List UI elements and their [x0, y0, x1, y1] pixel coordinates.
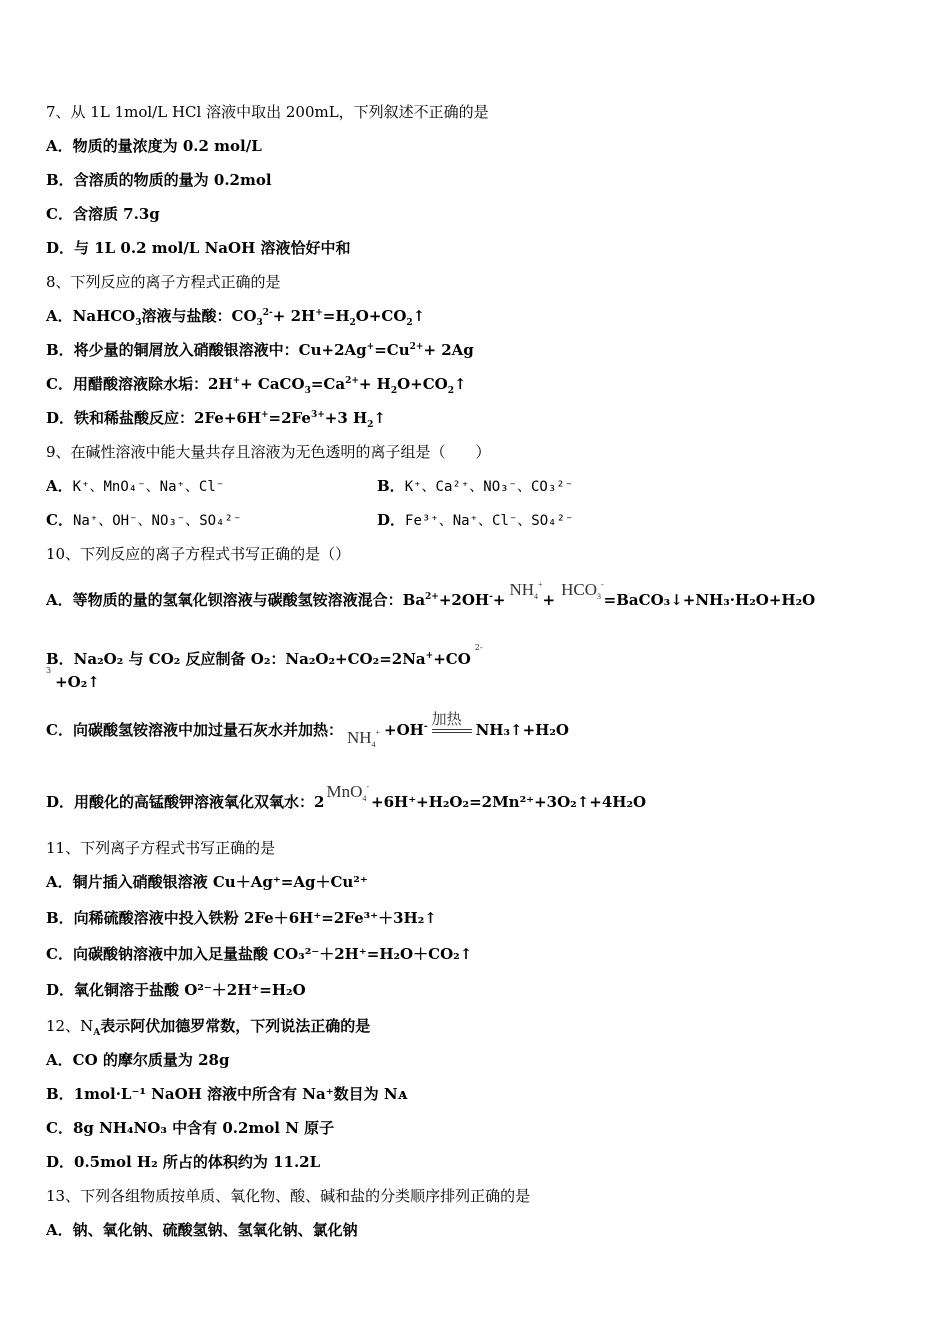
- q12-stem: [46, 1016, 370, 1036]
- q8-c-part1: C．用醋酸溶液除水垢：2H: [46, 375, 233, 393]
- q9-a-label: A．: [46, 477, 73, 495]
- q10-c-nh4: $NH_4^+$: [346, 728, 381, 749]
- q10-a-nh4-text: NH: [509, 580, 534, 599]
- q10-c-heat-label: 加热: [431, 710, 462, 728]
- q13-a-text: A．钠、氧化钠、硫酸氢钠、氢氧化钠、氯化钠: [46, 1221, 358, 1239]
- q7-option-d: [46, 238, 350, 258]
- q9-option-d: [377, 510, 573, 531]
- q11-option-b: [46, 908, 437, 928]
- q8-c-part2: + CaCO: [240, 375, 305, 393]
- q8-c-part5: O+CO: [397, 375, 448, 393]
- q7-option-b: [46, 170, 272, 190]
- q7-a-text: A．物质的量浓度为 0.2 mol/L: [46, 137, 262, 155]
- q12-a-text: A．CO 的摩尔质量为 28g: [46, 1051, 230, 1069]
- q9-stem: [46, 442, 491, 462]
- q13-stem-text: 13、下列各组物质按单质、氧化物、酸、碱和盐的分类顺序排列正确的是: [46, 1187, 531, 1205]
- q12-b-text: B．1mol·L⁻¹ NaOH 溶液中所含有 Na⁺数目为 Nᴀ: [46, 1085, 408, 1103]
- q10-option-d: [46, 782, 647, 815]
- q7-option-c: [46, 204, 160, 224]
- q8-a-part4: =H: [322, 307, 350, 325]
- q12-stem-sub: A: [93, 1028, 101, 1038]
- q8-option-d: D．铁和稀盐酸反应：$2Fe+6H^+=2Fe^{3+}+3$ $H_2↑$: [46, 409, 386, 430]
- q10-b-part2: +CO: [433, 650, 471, 668]
- q7-stem-text: 7、从 1L 1mol/L HCl 溶液中取出 200mL，下列叙述不正确的是: [46, 103, 489, 121]
- q10-stem: [46, 544, 350, 564]
- q8-c-part3: =Ca: [310, 375, 346, 393]
- q10-a-part1: A．等物质的量的氢氧化钡溶液与碳酸氢铵溶液混合：Ba: [46, 591, 426, 609]
- q9-c-text: Na⁺、OH⁻、NO₃⁻、SO₄²⁻: [72, 513, 242, 529]
- q11-option-a: [46, 872, 368, 892]
- q12-stem-part1: 12、N: [46, 1017, 94, 1035]
- q11-stem-text: 11、下列离子方程式书写正确的是: [46, 839, 276, 857]
- q9-a-text: K⁺、MnO₄⁻、Na⁺、Cl⁻: [72, 479, 225, 495]
- q10-c-part2: +OH: [384, 721, 424, 739]
- q7-stem: [46, 102, 489, 122]
- q8-a-part3: + 2H: [272, 307, 316, 325]
- q8-a-part1: A．NaHCO: [46, 307, 136, 325]
- q11-a-text: A．铜片插入硝酸银溶液 Cu＋Ag⁺=Ag＋Cu²⁺: [46, 873, 368, 891]
- q8-d-part3: +3 H: [324, 409, 368, 427]
- q13-stem: [46, 1186, 530, 1206]
- q8-option-a: A．NaHCO$_3$溶液与盐酸：$CO_3^{2-}+$ $2H^+=H_2O+CO_2↑$: [46, 307, 426, 328]
- q10-c-part3: NH₃↑+H₂O: [475, 721, 569, 739]
- q8-b-part1: B．将少量的铜屑放入硝酸银溶液中：Cu+2Ag: [46, 341, 367, 359]
- q11-c-text: C．向碳酸钠溶液中加入足量盐酸 CO₃²⁻＋2H⁺=H₂O＋CO₂↑: [46, 945, 473, 963]
- q11-b-text: B．向稀硫酸溶液中投入铁粉 2Fe＋6H⁺=2Fe³⁺＋3H₂↑: [46, 909, 437, 927]
- q10-option-b: B．Na₂O₂ 与 CO₂ 反应制备 O₂：$Na_2O_2+CO_2=2Na^++CO^{2- 3}+O_2↑$: [46, 643, 483, 691]
- q11-stem: [46, 838, 275, 858]
- q10-b-part1: B．Na₂O₂ 与 CO₂ 反应制备 O₂：Na₂O₂+CO₂=2Na: [46, 650, 426, 668]
- q10-a-hco3-text: HCO: [561, 580, 597, 599]
- q9-d-text: Fe³⁺、Na⁺、Cl⁻、SO₄²⁻: [405, 513, 574, 529]
- q10-c-part1: C．向碳酸氢铵溶液中加过量石灰水并加热：: [46, 721, 343, 739]
- q8-stem-text: 8、下列反应的离子方程式正确的是: [46, 273, 281, 291]
- q13-option-a: [46, 1220, 358, 1240]
- q8-b-part3: + 2Ag: [423, 341, 474, 359]
- q8-c-part4: + H: [358, 375, 391, 393]
- q9-option-b: [377, 476, 573, 497]
- q10-b-part3: +O₂↑: [55, 673, 100, 691]
- q10-d-mno4-text: MnO: [326, 782, 363, 801]
- q8-option-b: B．将少量的铜屑放入硝酸银溶液中：$Cu+2Ag^+=Cu^{2+}+ 2Ag$: [46, 341, 474, 359]
- q12-stem-part2: 表示阿伏加德罗常数，下列说法正确的是: [100, 1017, 371, 1035]
- q9-option-c: [46, 510, 241, 531]
- q9-b-label: B．: [377, 477, 405, 495]
- q10-d-part1: D．用酸化的高锰酸钾溶液氧化双氧水：2: [46, 793, 325, 811]
- q10-d-mno4: MnO$_4$-: [326, 782, 370, 803]
- q8-option-c: C．用醋酸溶液除水垢：$2H^++ CaCO_3=Ca^{2+}+$ $H_2O+CO_2↑$: [46, 375, 467, 396]
- q9-b-text: K⁺、Ca²⁺、NO₃⁻、CO₃²⁻: [404, 479, 574, 495]
- q10-a-nh4: $NH_4^+$: [509, 580, 543, 601]
- q10-a-part2: +2OH: [438, 591, 490, 609]
- q10-c-nh4-text: NH: [346, 728, 372, 747]
- q12-d-text: D．0.5mol H₂ 所占的体积约为 11.2L: [46, 1153, 321, 1171]
- q10-a-part3: =BaCO₃↓+NH₃·H₂O+H₂O: [603, 591, 816, 609]
- q12-c-text: C．8g NH₄NO₃ 中含有 0.2mol N 原子: [46, 1119, 335, 1137]
- q10-stem-text: 10、下列反应的离子方程式书写正确的是（）: [46, 545, 351, 563]
- q7-d-text: D．与 1L 0.2 mol/L NaOH 溶液恰好中和: [46, 239, 351, 257]
- q8-a-part2: 溶液与盐酸：CO: [141, 307, 257, 325]
- q9-c-label: C．: [46, 511, 73, 529]
- q9-d-label: D．: [377, 511, 406, 529]
- q7-c-text: C．含溶质 7.3g: [46, 205, 160, 223]
- q7-b-text: B．含溶质的物质的量为 0.2mol: [46, 171, 272, 189]
- q8-stem: [46, 272, 281, 292]
- q12-option-c: [46, 1118, 334, 1138]
- q11-option-c: [46, 944, 472, 964]
- q11-d-text: D．氧化铜溶于盐酸 O²⁻＋2H⁺=H₂O: [46, 981, 306, 999]
- q7-option-a: [46, 136, 262, 156]
- q9-stem-text: 9、在碱性溶液中能大量共存且溶液为无色透明的离子组是（ ）: [46, 443, 491, 461]
- q8-d-part2: =2Fe: [268, 409, 311, 427]
- q12-option-a: [46, 1050, 229, 1070]
- q8-b-part2: =Cu: [374, 341, 410, 359]
- q9-option-a: [46, 476, 224, 497]
- q12-option-b: [46, 1084, 407, 1104]
- q8-d-part1: D．铁和稀盐酸反应：2Fe+6H: [46, 409, 261, 427]
- q10-a-hco3: $HCO_3^-$: [561, 580, 604, 601]
- q10-d-part2: +6H⁺+H₂O₂=2Mn²⁺+3O₂↑+4H₂O: [371, 793, 647, 811]
- q10-option-c: C．向碳酸氢铵溶液中加过量石灰水并加热： $NH_4^+ +OH^-$ 加热 NH₃↑+H₂O: [46, 710, 569, 749]
- q11-option-d: [46, 980, 306, 1000]
- q8-a-part5: O+CO: [355, 307, 407, 325]
- q10-option-a: A．等物质的量的氢氧化钡溶液与碳酸氢铵溶液混合：$Ba^{2+}+2OH^-+NH_4^++HCO_3^-=BaCO_3↓+NH_3\cdot H_2O+H_2O$: [46, 580, 816, 609]
- q12-option-d: [46, 1152, 320, 1172]
